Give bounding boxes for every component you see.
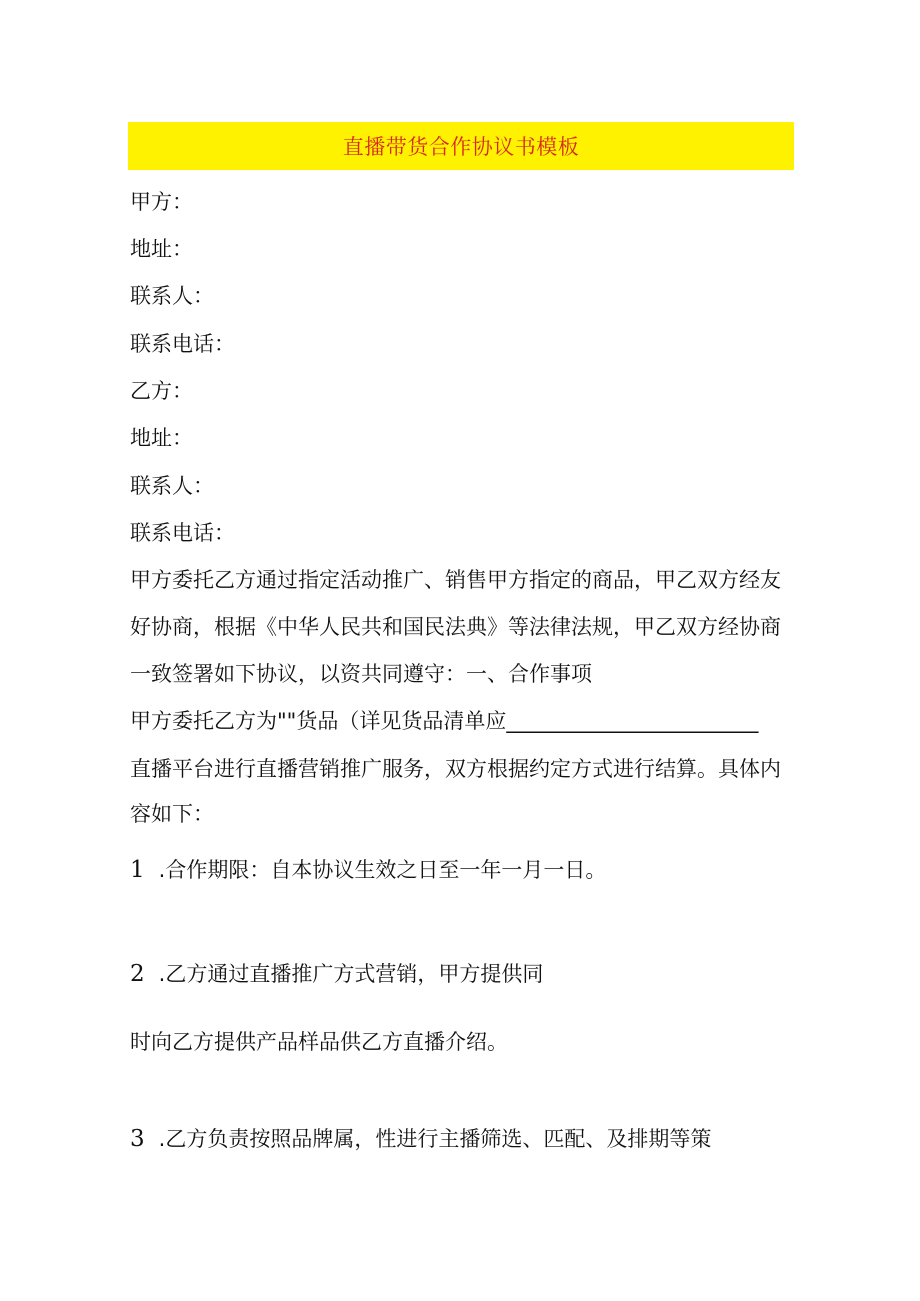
intro-line: 好协商，根据《中华人民共和国民法典》等法律法规，甲乙双方经协商 xyxy=(130,615,781,639)
title-banner xyxy=(128,122,794,170)
clause-item-1 xyxy=(130,858,606,882)
service-line: 直播平台进行直播营销推广服务，双方根据约定方式进行结算。具体内 xyxy=(130,757,781,781)
document-title: 直播带货合作协议书模板 xyxy=(342,135,580,159)
clause-text: .合作期限：自本协议生效之日至一年一月一日。 xyxy=(158,858,607,882)
party-a-label: 甲方： xyxy=(130,190,193,214)
party-a-contact-label: 联系人： xyxy=(130,284,214,308)
clause-item-3 xyxy=(130,1127,711,1151)
clause-number: 3 xyxy=(130,1126,145,1152)
intro-line: 一致签署如下协议，以资共同遵守：一、合作事项 xyxy=(130,662,592,686)
party-b-phone-label: 联系电话： xyxy=(130,521,235,545)
clause-item-2 xyxy=(130,962,543,986)
party-b-address-label: 地址： xyxy=(130,426,193,450)
party-a-address-label: 地址： xyxy=(130,237,193,261)
clause-number: 2 xyxy=(130,961,145,987)
clause-text: .乙方负责按照品牌属，性进行主播筛选、匹配、及排期等策 xyxy=(158,1127,712,1151)
service-line: 容如下： xyxy=(130,802,214,826)
intro-line: 甲方委托乙方通过指定活动推广、销售甲方指定的商品，甲乙双方经友 xyxy=(130,568,781,592)
party-a-phone-label: 联系电话： xyxy=(130,332,235,356)
clause-text: .乙方通过直播推广方式营销，甲方提供同 xyxy=(158,962,544,986)
clause-item-2-continuation: 时向乙方提供产品样品供乙方直播介绍。 xyxy=(130,1030,508,1054)
party-b-label: 乙方： xyxy=(130,379,193,403)
service-line: 甲方委托乙方为""货品（详见货品清单应________________________ xyxy=(130,709,759,733)
clause-number: 1 xyxy=(130,857,145,883)
party-b-contact-label: 联系人： xyxy=(130,474,214,498)
